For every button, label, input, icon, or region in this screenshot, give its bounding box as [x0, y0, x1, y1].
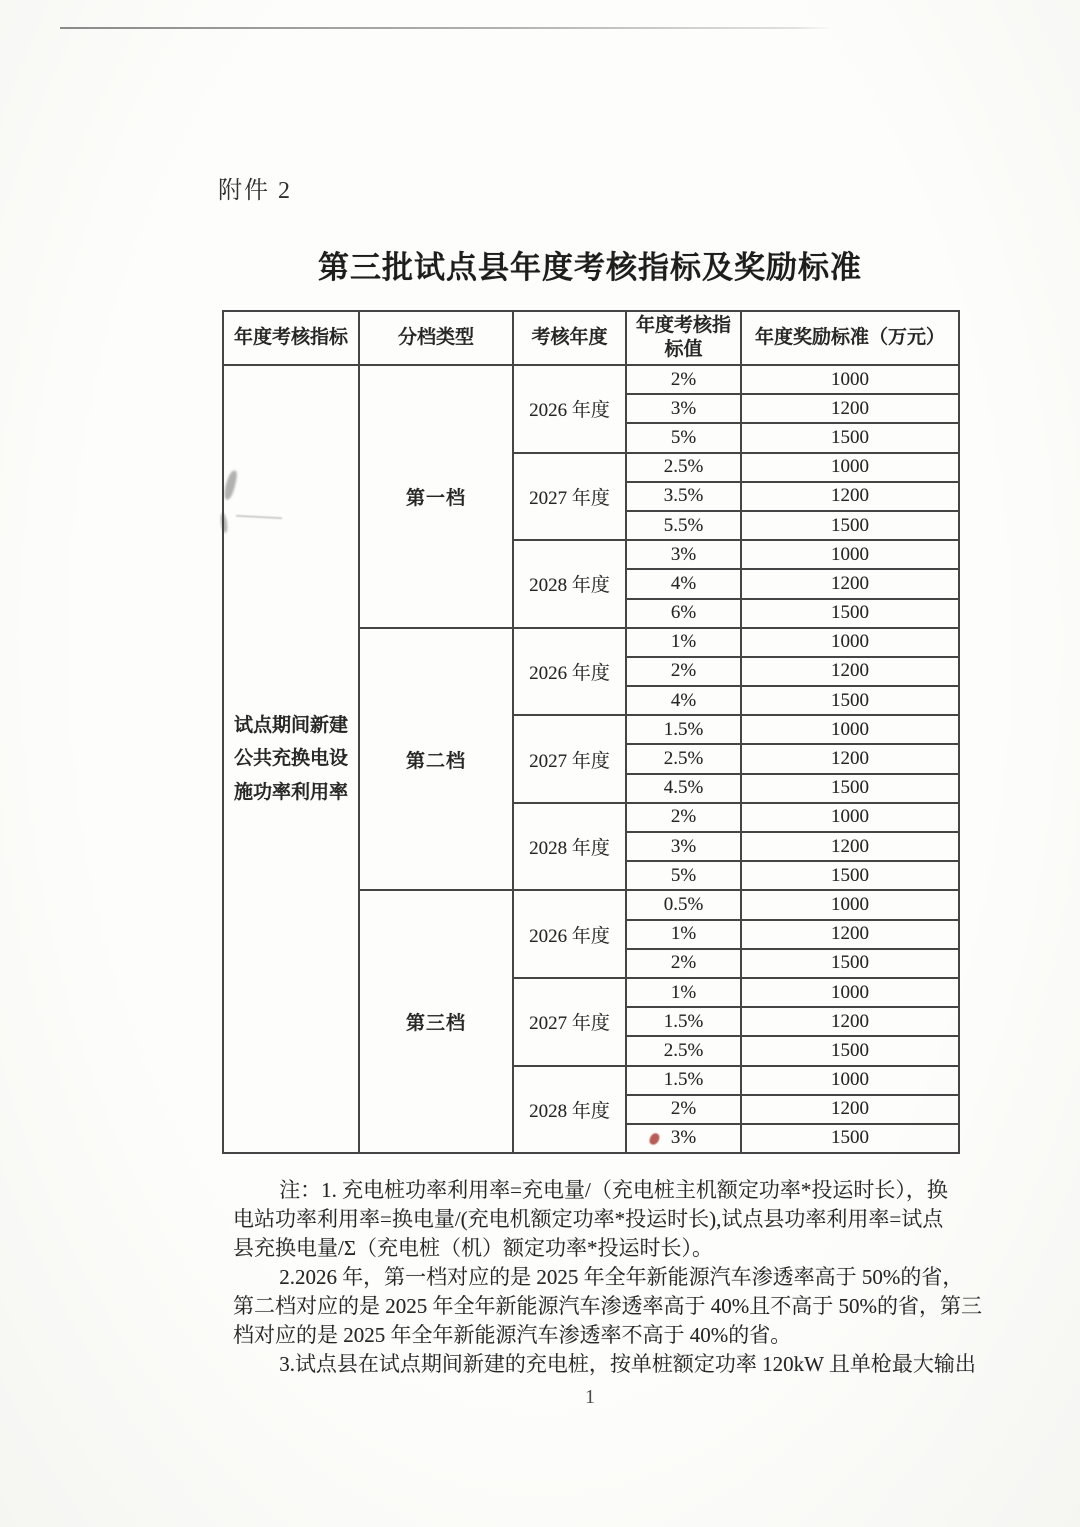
target-value-cell: 3%	[626, 394, 741, 423]
reward-value-cell: 1200	[741, 394, 959, 423]
table-header-row	[223, 311, 959, 365]
tier-cell: 第二档	[359, 628, 513, 891]
page-number: 1	[585, 1386, 595, 1408]
reward-value-cell: 1500	[741, 1124, 959, 1153]
target-value-cell: 3%	[626, 1124, 741, 1153]
column-header: 考核年度	[513, 311, 626, 365]
reward-value-cell: 1000	[741, 890, 959, 919]
target-value-cell: 1.5%	[626, 715, 741, 744]
target-value-cell: 4.5%	[626, 774, 741, 803]
target-value-cell: 2.5%	[626, 1036, 741, 1065]
reward-value-cell: 1200	[741, 569, 959, 598]
reward-value-cell: 1500	[741, 599, 959, 628]
year-cell: 2027 年度	[513, 453, 626, 541]
reward-value-cell: 1200	[741, 657, 959, 686]
target-value-cell: 3%	[626, 540, 741, 569]
target-value-cell: 4%	[626, 569, 741, 598]
attachment-label: 附件 2	[218, 178, 292, 204]
column-header: 年度考核指标	[223, 311, 359, 365]
reward-value-cell: 1000	[741, 453, 959, 482]
reward-value-cell: 1000	[741, 978, 959, 1007]
indicator-cell: 试点期间新建公共充换电设施功率利用率	[223, 365, 359, 1153]
target-value-cell: 1.5%	[626, 1007, 741, 1036]
target-value-cell: 1%	[626, 920, 741, 949]
column-header: 年度考核指标值	[626, 311, 741, 365]
reward-value-cell: 1000	[741, 628, 959, 657]
document-title: 第三批试点县年度考核指标及奖励标准	[318, 250, 862, 285]
target-value-cell: 1.5%	[626, 1066, 741, 1095]
footnotes-block	[233, 1176, 995, 1379]
reward-value-cell: 1500	[741, 949, 959, 978]
reward-value-cell: 1500	[741, 511, 959, 540]
target-value-cell: 6%	[626, 599, 741, 628]
reward-value-cell: 1200	[741, 832, 959, 861]
scan-artifact-line	[60, 27, 832, 29]
column-header: 年度奖励标准（万元）	[741, 311, 959, 365]
target-value-cell: 5%	[626, 861, 741, 890]
tier-cell: 第三档	[359, 890, 513, 1153]
target-value-cell: 2%	[626, 657, 741, 686]
footnote-line: 第二档对应的是 2025 年全年新能源汽车渗透率高于 40%且不高于 50%的省，第三	[233, 1294, 982, 1318]
table-body	[223, 365, 959, 1153]
target-value-cell: 2%	[626, 1095, 741, 1124]
year-cell: 2026 年度	[513, 890, 626, 978]
year-cell: 2026 年度	[513, 365, 626, 453]
tier-cell: 第一档	[359, 365, 513, 628]
reward-value-cell: 1500	[741, 686, 959, 715]
target-value-cell: 1%	[626, 628, 741, 657]
table-row	[223, 365, 959, 394]
reward-value-cell: 1200	[741, 1095, 959, 1124]
reward-value-cell: 1500	[741, 1036, 959, 1065]
year-cell: 2028 年度	[513, 803, 626, 891]
reward-value-cell: 1000	[741, 803, 959, 832]
target-value-cell: 2%	[626, 949, 741, 978]
target-value-cell: 5.5%	[626, 511, 741, 540]
target-value-cell: 2%	[626, 803, 741, 832]
target-value-cell: 3%	[626, 832, 741, 861]
year-cell: 2026 年度	[513, 628, 626, 716]
target-value-cell: 2%	[626, 365, 741, 394]
assessment-reward-table	[222, 310, 960, 1154]
reward-value-cell: 1000	[741, 540, 959, 569]
reward-value-cell: 1500	[741, 423, 959, 452]
year-cell: 2028 年度	[513, 1066, 626, 1154]
footnote-line: 县充换电量/Σ（充电桩（机）额定功率*投运时长）。	[233, 1236, 714, 1260]
target-value-cell: 4%	[626, 686, 741, 715]
reward-value-cell: 1200	[741, 1007, 959, 1036]
reward-value-cell: 1200	[741, 744, 959, 773]
target-value-cell: 0.5%	[626, 890, 741, 919]
target-value-cell: 5%	[626, 423, 741, 452]
year-cell: 2028 年度	[513, 540, 626, 628]
reward-value-cell: 1000	[741, 365, 959, 394]
year-cell: 2027 年度	[513, 715, 626, 803]
reward-value-cell: 1000	[741, 1066, 959, 1095]
footnote-line: 3.试点县在试点期间新建的充电桩，按单桩额定功率 120kW 且单枪最大输出	[279, 1352, 976, 1376]
footnote-line: 注：1. 充电桩功率利用率=充电量/（充电桩主机额定功率*投运时长），换	[279, 1178, 948, 1202]
reward-value-cell: 1200	[741, 482, 959, 511]
column-header: 分档类型	[359, 311, 513, 365]
target-value-cell: 1%	[626, 978, 741, 1007]
target-value-cell: 2.5%	[626, 453, 741, 482]
reward-value-cell: 1200	[741, 920, 959, 949]
target-value-cell: 3.5%	[626, 482, 741, 511]
reward-value-cell: 1500	[741, 861, 959, 890]
year-cell: 2027 年度	[513, 978, 626, 1066]
reward-value-cell: 1000	[741, 715, 959, 744]
footnote-line: 档对应的是 2025 年全年新能源汽车渗透率不高于 40%的省。	[233, 1323, 792, 1347]
reward-value-cell: 1500	[741, 774, 959, 803]
footnote-line: 电站功率利用率=换电量/(充电机额定功率*投运时长),试点县功率利用率=试点	[233, 1207, 944, 1231]
footnote-line: 2.2026 年，第一档对应的是 2025 年全年新能源汽车渗透率高于 50%的省，	[279, 1265, 964, 1289]
target-value-cell: 2.5%	[626, 744, 741, 773]
